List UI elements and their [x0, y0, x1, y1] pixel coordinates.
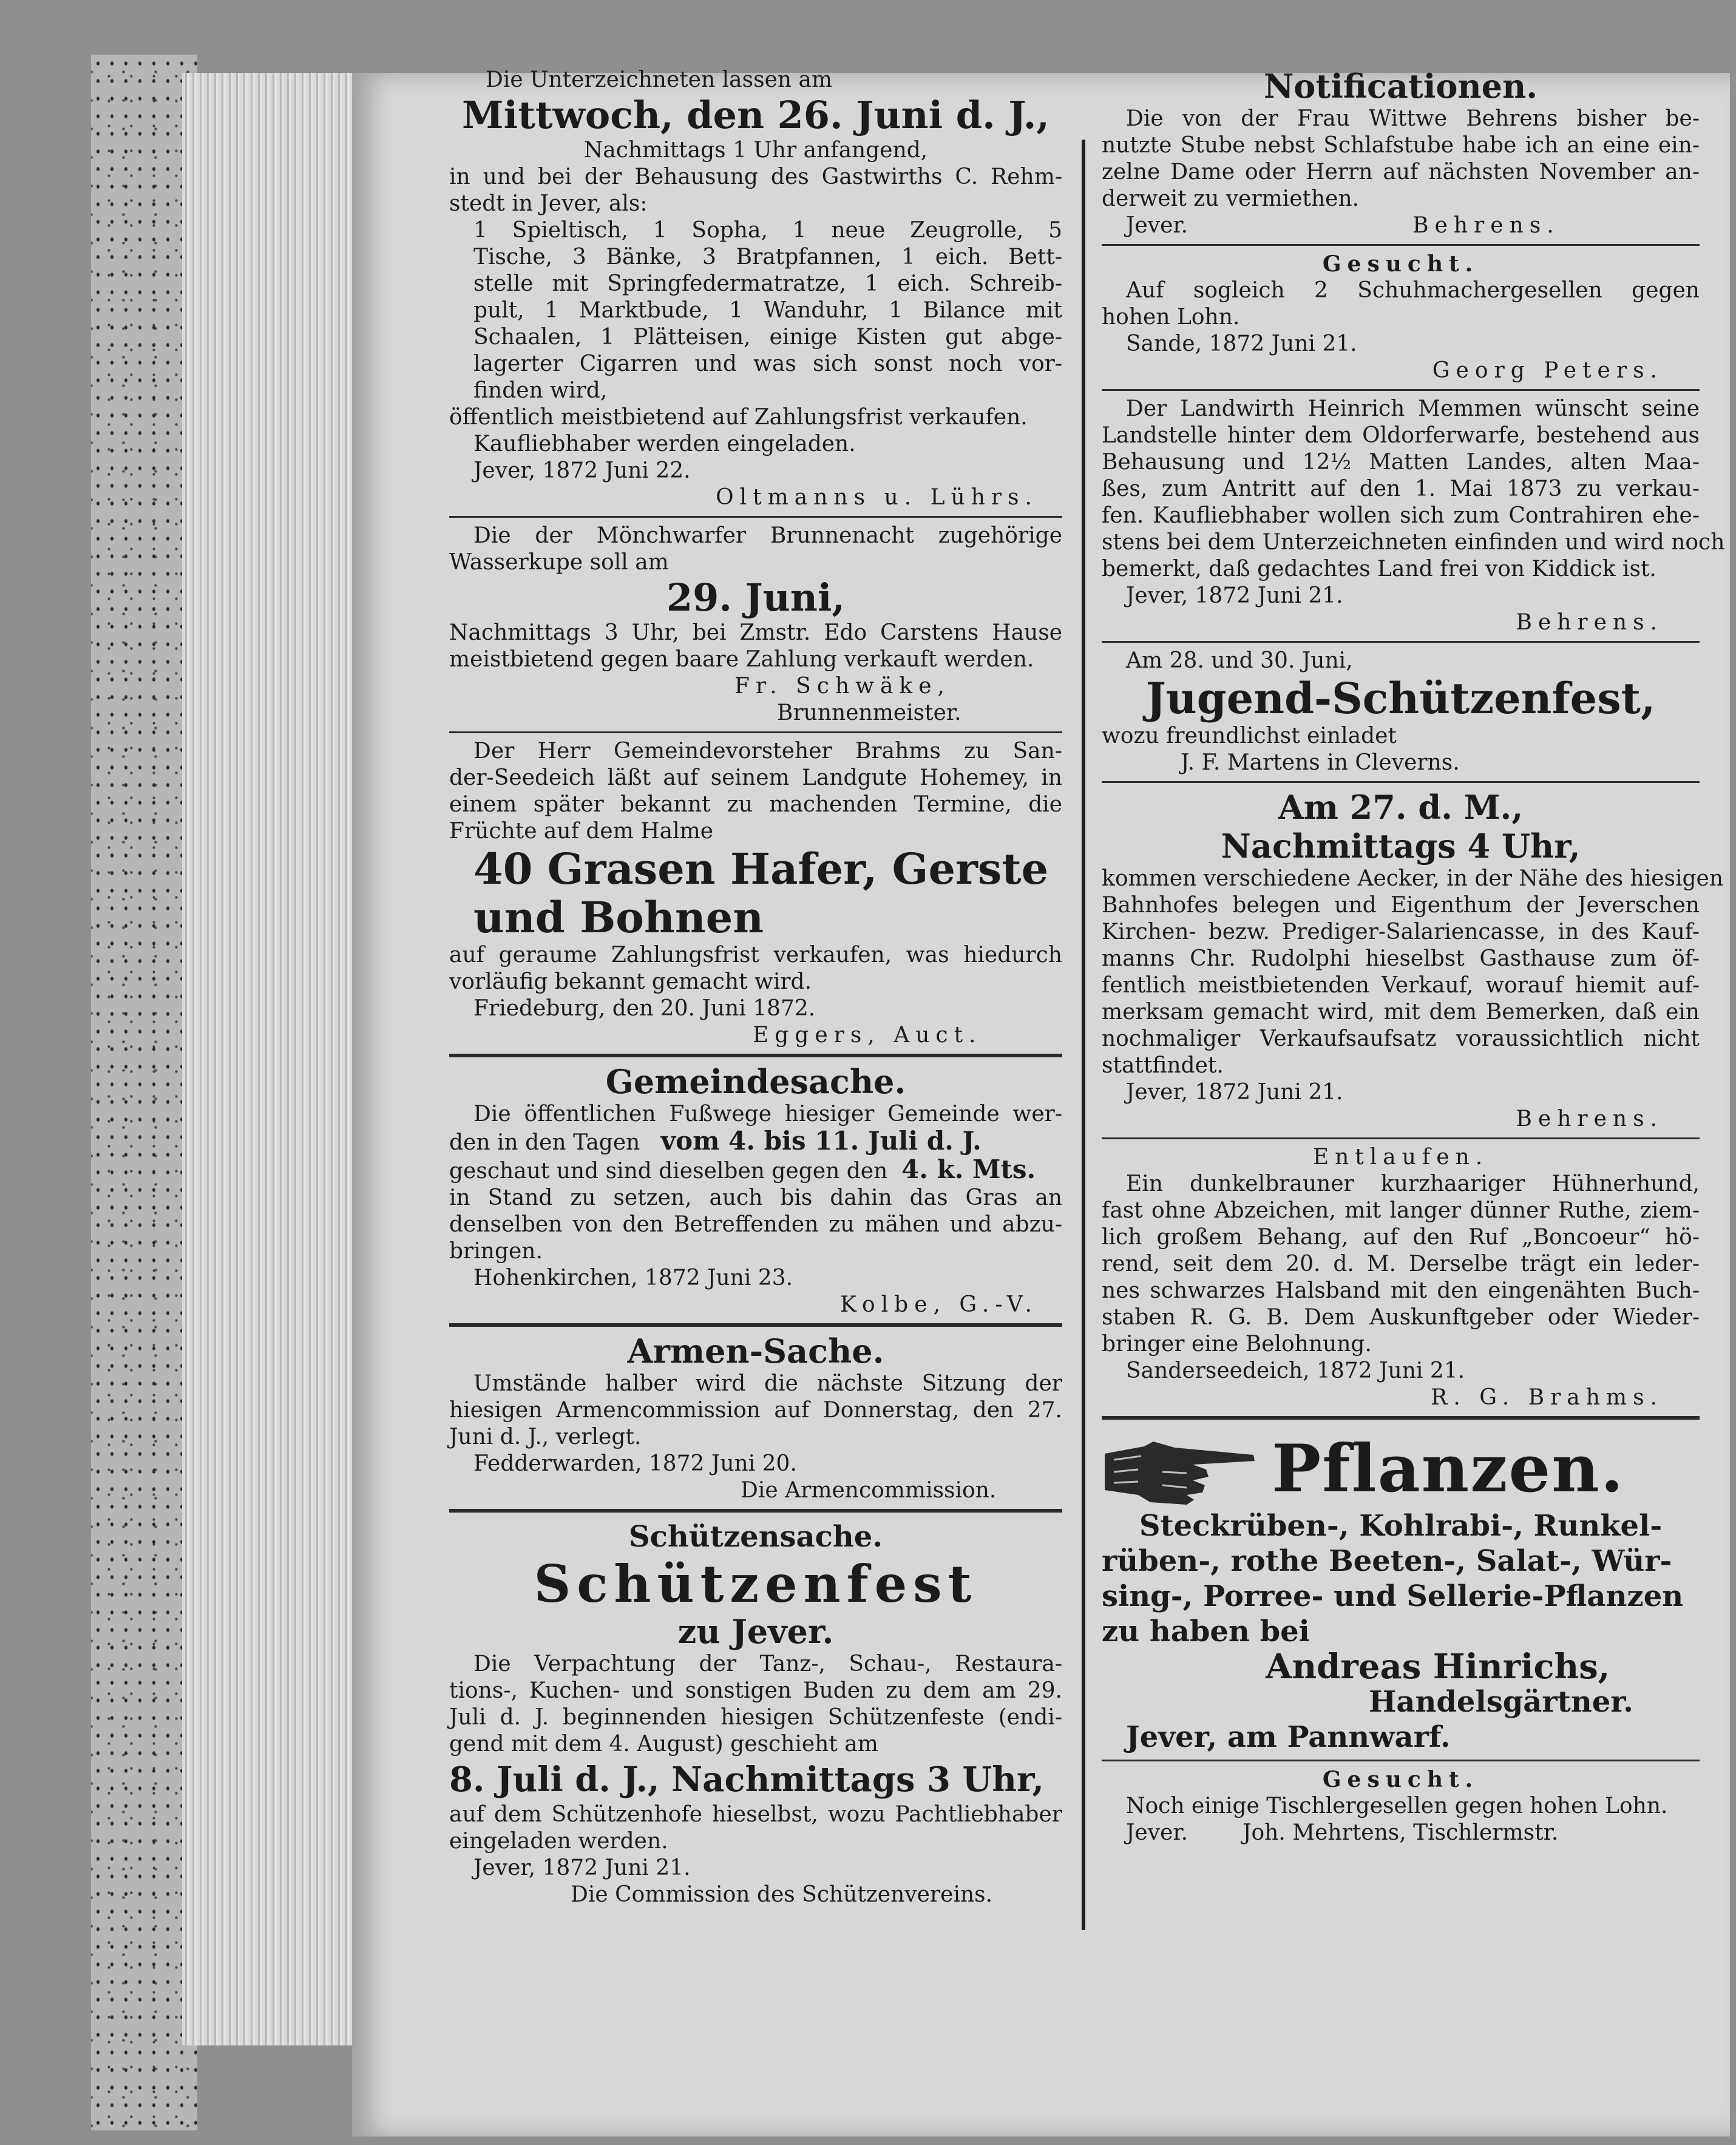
ad-text-line: Ein dunkelbrauner kurzhaariger Hühnerhund, [1126, 1171, 1700, 1196]
ad-text-line: Früchte auf dem Halme [449, 819, 714, 844]
ad-text-line: Die von der Frau Wittwe Behrens bisher be- [1126, 106, 1700, 131]
ad-text-line: vorläufig bekannt gemacht wird. [449, 969, 812, 994]
ad-text-line: stens bei dem Unterzeichneten einfinden und wird noch [1102, 530, 1725, 555]
ad-headline: und Bohnen [473, 892, 764, 943]
separator-rule [1102, 1760, 1700, 1761]
ad-date-headline: Mittwoch, den 26. Juni d. J., [462, 93, 1049, 137]
ad-date-headline: Am 27. d. M., [1278, 788, 1524, 827]
pflanzen-header [1102, 1429, 1700, 1508]
ad-text-line: hohen Lohn. [1102, 305, 1240, 330]
ad-text-line: rend, seit dem 20. d. M. Derselbe trägt ein leder- [1102, 1252, 1700, 1276]
ad-text-line: Juni d. J., verlegt. [449, 1425, 642, 1449]
ad-signature: Behrens. [1412, 213, 1560, 238]
ad-headline: Pflanzen. [1272, 1431, 1625, 1507]
ad-text-line: denselben von den Betreffenden zu mähen und abzu- [449, 1212, 1062, 1237]
separator-rule [1102, 1137, 1700, 1139]
right-column [1102, 67, 1725, 1848]
ad-text-line: Die der Mönchwarfer Brunnenacht zugehörige [473, 523, 1062, 548]
section-heading: Gemeindesache. [605, 1062, 906, 1101]
section-heading: Gesucht. [1322, 251, 1479, 277]
ad-place-date: Sande, 1872 Juni 21. [1126, 331, 1357, 356]
ad-merchant-title: Handelsgärtner. [1369, 1685, 1633, 1719]
ad-date-headline: 8. Juli d. J., Nachmittags 3 Uhr, [449, 1760, 1044, 1800]
left-column [449, 67, 1062, 1909]
section-heading: Schützensache. [628, 1520, 883, 1554]
ad-text-line: Wasserkupe soll am [449, 550, 669, 575]
ad-text-line: meistbietend gegen baare Zahlung verkauft werden. [449, 647, 1034, 672]
ad-gesucht-tischler [1102, 1766, 1700, 1846]
ad-text-line: nes schwarzes Halsband mit den eingenähten Buch- [1102, 1278, 1700, 1303]
ad-text-line: Tische, 3 Bänke, 3 Bratpfannen, 1 eich. Bett- [473, 245, 1062, 269]
separator-rule [449, 1054, 1062, 1057]
ad-text-line: Behausung und 12½ Matten Landes, alten Maa- [1102, 450, 1700, 475]
ad-text-line: manns Chr. Rudolphi hieselbst Gasthause zum öf- [1102, 946, 1700, 971]
ad-text-line: hiesigen Armencommission auf Donnerstag, den 27. [449, 1398, 1062, 1423]
ad-text-line: zu haben bei [1102, 1615, 1310, 1649]
ad-text-line: Die Verpachtung der Tanz-, Schau-, Restaura- [473, 1652, 1062, 1676]
ad-bold-dates: vom 4. bis 11. Juli d. J. [660, 1126, 982, 1156]
ad-text-line: stelle mit Springfedermatratze, 1 eich. Schreib- [473, 271, 1062, 296]
ad-text-line: Bahnhofes belegen und Eigenthum der Jeverschen [1102, 893, 1700, 918]
ad-time: Nachmittags 1 Uhr anfangend, [583, 138, 928, 163]
ad-place-date: Friedeburg, den 20. Juni 1872. [473, 996, 816, 1021]
ad-text-line: Kaufliebhaber werden eingeladen. [473, 432, 856, 456]
ad-place-date: Hohenkirchen, 1872 Juni 23. [473, 1266, 793, 1290]
ad-place-date: Fedderwarden, 1872 Juni 20. [473, 1451, 797, 1476]
ad-text-line: in Stand zu setzen, auch bis dahin das Gras an [449, 1185, 1062, 1210]
ad-text-line: Kirchen- bezw. Prediger-Salariencasse, in des Kauf- [1102, 920, 1700, 944]
section-heading: Armen-Sache. [627, 1332, 884, 1371]
ad-text-line: nutzte Stube nebst Schlafstube habe ich an eine ein- [1102, 133, 1700, 158]
ad-headline: 40 Grasen Hafer, Gerste [473, 844, 1049, 894]
ad-gesucht-schuhmacher [1102, 251, 1700, 384]
ad-signature: Joh. Mehrtens, Tischlermstr. [1243, 1820, 1559, 1845]
ad-text-line: ßes, zum Antritt auf den 1. Mai 1873 zu verkau- [1102, 476, 1700, 501]
ad-text-line: fentlich meistbietenden Verkauf, worauf hiemit auf- [1102, 973, 1700, 998]
separator-rule [449, 516, 1062, 518]
ad-armen-sache [449, 1332, 1062, 1504]
ad-text-span: den in den Tagen [449, 1130, 640, 1155]
ad-text-line: einem später bekannt zu machenden Termine, die [449, 792, 1062, 817]
ad-hohemey-harvest [449, 738, 1062, 1049]
separator-rule [1102, 389, 1700, 391]
ad-text-line: fast ohne Abzeichen, mit langer dünner Ruthe, ziem- [1102, 1198, 1700, 1223]
ad-signature: R. G. Brahms. [1431, 1385, 1663, 1410]
ad-text-line: öffentlich meistbietend auf Zahlungsfrist verkaufen. [449, 405, 1028, 430]
ad-landstelle-memmen [1102, 396, 1725, 636]
ad-text-line: pult, 1 Marktbude, 1 Wanduhr, 1 Bilance mit [473, 298, 1062, 323]
ad-text-line: Steckrüben-, Kohlrabi-, Runkel- [1139, 1509, 1663, 1543]
ad-text-line: kommen verschiedene Aecker, in der Nähe des hiesigen [1102, 866, 1724, 891]
ad-text-line: wozu freundlichst einladet [1102, 723, 1397, 748]
ad-wasserkupe [449, 523, 1062, 727]
ad-text-line: der-Seedeich läßt auf seinem Landgute Hohemey, in [449, 765, 1062, 790]
ad-gemeindesache [449, 1062, 1062, 1318]
ad-notificationen [1102, 67, 1700, 239]
ad-merchant-name: Andreas Hinrichs, [1266, 1647, 1610, 1687]
ad-text-span: geschaut und sind dieselben gegen den [449, 1159, 888, 1184]
ad-text-line: fen. Kaufliebhaber wollen sich zum Contrahiren ehe- [1102, 503, 1700, 528]
ad-text-line: bemerkt, daß gedachtes Land frei von Kiddick ist. [1102, 557, 1656, 581]
ad-date-headline: 29. Juni, [666, 575, 846, 620]
ad-text-line: Die Unterzeichneten lassen am [486, 67, 833, 92]
ad-text-line: eingeladen werden. [449, 1829, 668, 1854]
ad-headline: Jugend-Schützenfest, [1145, 673, 1656, 723]
ad-text-line: finden wird, [473, 378, 608, 403]
ad-place-date: Jever, 1872 Juni 21. [1126, 1080, 1343, 1105]
ad-place-date: Jever, 1872 Juni 21. [1126, 583, 1343, 608]
section-heading: Gesucht. [1322, 1767, 1479, 1792]
ad-schuetzensache [449, 1517, 1062, 1908]
ad-signature: Fr. Schwäke, [734, 674, 951, 699]
ad-text-line: merksam gemacht wird, mit dem Bemerken, daß ein [1102, 1000, 1700, 1025]
ad-bold-date: 4. k. Mts. [901, 1154, 1036, 1184]
separator-rule [1102, 1416, 1700, 1420]
ad-text-line: gend mit dem 4. August) geschieht am [449, 1732, 878, 1757]
ad-text-line [449, 1156, 1062, 1185]
ad-text-line: 1 Spieltisch, 1 Sopha, 1 neue Zeugrolle, 5 [473, 218, 1062, 243]
ad-place-signature [1102, 1820, 1700, 1846]
separator-rule [1102, 781, 1700, 783]
pointing-hand-icon [1102, 1429, 1260, 1508]
ad-text-line: zelne Dame oder Herrn auf nächsten November an- [1102, 160, 1700, 185]
ad-text-line: in und bei der Behausung des Gastwirths C. Rehm- [449, 164, 1062, 189]
ad-text-line: Juli d. J. beginnenden hiesigen Schützenfeste (endi- [449, 1705, 1062, 1730]
ad-text-line: Der Herr Gemeindevorsteher Brahms zu San- [473, 739, 1062, 764]
ad-pflanzen [1102, 1429, 1700, 1755]
page-edges [182, 73, 359, 2045]
ad-signature: Behrens. [1516, 1106, 1663, 1131]
ad-signature: J. F. Martens in Cleverns. [1181, 750, 1460, 775]
ad-text-line: Am 28. und 30. Juni, [1126, 648, 1353, 673]
ad-subheadline: zu Jever. [677, 1612, 834, 1651]
ad-text-line: Schaalen, 1 Plätteisen, einige Kisten gut abge- [473, 325, 1062, 350]
section-heading: Entlaufen. [1312, 1145, 1489, 1170]
ad-aecker-verkauf [1102, 788, 1724, 1133]
ad-place: Jever. [1126, 1820, 1188, 1845]
ad-jugend-schuetzenfest [1102, 648, 1700, 776]
ad-text-line: Die öffentlichen Fußwege hiesiger Gemeinde wer- [473, 1102, 1062, 1127]
ad-text-line: auf geraume Zahlungsfrist verkaufen, was hiedurch [449, 943, 1062, 967]
separator-rule [449, 1323, 1062, 1327]
ad-entlaufen [1102, 1144, 1700, 1411]
ad-text-line: lagerter Cigarren und was sich sonst noch vor- [473, 351, 1062, 376]
ad-place: Jever. [1126, 213, 1188, 238]
ad-signature: Die Commission des Schützenvereins. [571, 1882, 993, 1907]
separator-rule [449, 731, 1062, 733]
separator-rule [449, 1509, 1062, 1513]
ad-text-line: Nachmittags 3 Uhr, bei Zmstr. Edo Carstens Hause [449, 620, 1062, 645]
separator-rule [1102, 641, 1700, 643]
ad-text-line: Auf sogleich 2 Schuhmachergesellen gegen [1126, 278, 1700, 303]
ad-text-line: Noch einige Tischlergesellen gegen hohen Lohn. [1126, 1794, 1668, 1818]
ad-text-line: tions-, Kuchen- und sonstigen Buden zu dem am 29. [449, 1678, 1062, 1703]
ad-text-line: staben R. G. B. Dem Auskunftgeber oder Wieder- [1102, 1305, 1700, 1330]
ad-place-signature [1102, 212, 1700, 239]
ad-place-date: Jever, 1872 Juni 21. [473, 1855, 691, 1880]
ad-signature: Behrens. [1516, 610, 1663, 635]
ad-time-headline: Nachmittags 4 Uhr, [1221, 827, 1581, 866]
ad-auction-mittwoch [449, 67, 1062, 511]
column-divider [1082, 140, 1085, 1930]
ad-text-line: sing-, Porree- und Sellerie-Pflanzen [1102, 1579, 1684, 1613]
ad-signature-title: Brunnenmeister. [777, 700, 961, 725]
ad-place-date: Sanderseedeich, 1872 Juni 21. [1126, 1358, 1465, 1383]
ad-text-line: stedt in Jever, als: [449, 191, 648, 216]
ad-text-line: bringen. [449, 1239, 543, 1264]
ad-signature: Die Armencommission. [741, 1478, 997, 1503]
speckled-binding [91, 55, 197, 2130]
ad-text-line: Der Landwirth Heinrich Memmen wünscht seine [1126, 396, 1700, 421]
ad-text-line: nochmaliger Verkaufsaufsatz voraussichtlich nicht [1102, 1026, 1700, 1051]
ad-place-date: Jever, 1872 Juni 22. [473, 458, 691, 483]
ad-text-line: Umstände halber wird die nächste Sitzung der [473, 1371, 1062, 1396]
separator-rule [1102, 244, 1700, 246]
ad-headline: Schützenfest [534, 1554, 978, 1614]
ad-text-line: Landstelle hinter dem Oldorferwarfe, bestehend aus [1102, 423, 1700, 448]
ad-signature: Eggers, Auct. [753, 1023, 982, 1048]
ad-signature: Oltmanns u. Lührs. [716, 485, 1038, 510]
section-heading: Notificationen. [1263, 67, 1538, 106]
ad-signature: Georg Peters. [1432, 358, 1663, 383]
ad-text-line: derweit zu vermiethen. [1102, 186, 1360, 211]
ad-text-line: bringer eine Belohnung. [1102, 1332, 1372, 1357]
ad-merchant-location: Jever, am Pannwarf. [1126, 1720, 1451, 1754]
ad-signature: Kolbe, G.-V. [840, 1292, 1038, 1317]
ad-text-line: auf dem Schützenhofe hieselbst, wozu Pachtliebhaber [449, 1802, 1062, 1827]
ad-text-line: rüben-, rothe Beeten-, Salat-, Wür- [1102, 1544, 1672, 1578]
ad-text-line: lich großem Behang, auf den Ruf „Boncoeur“ hö- [1102, 1225, 1700, 1250]
ad-text-line: stattfindet. [1102, 1053, 1224, 1078]
ad-text-line [449, 1128, 1062, 1156]
